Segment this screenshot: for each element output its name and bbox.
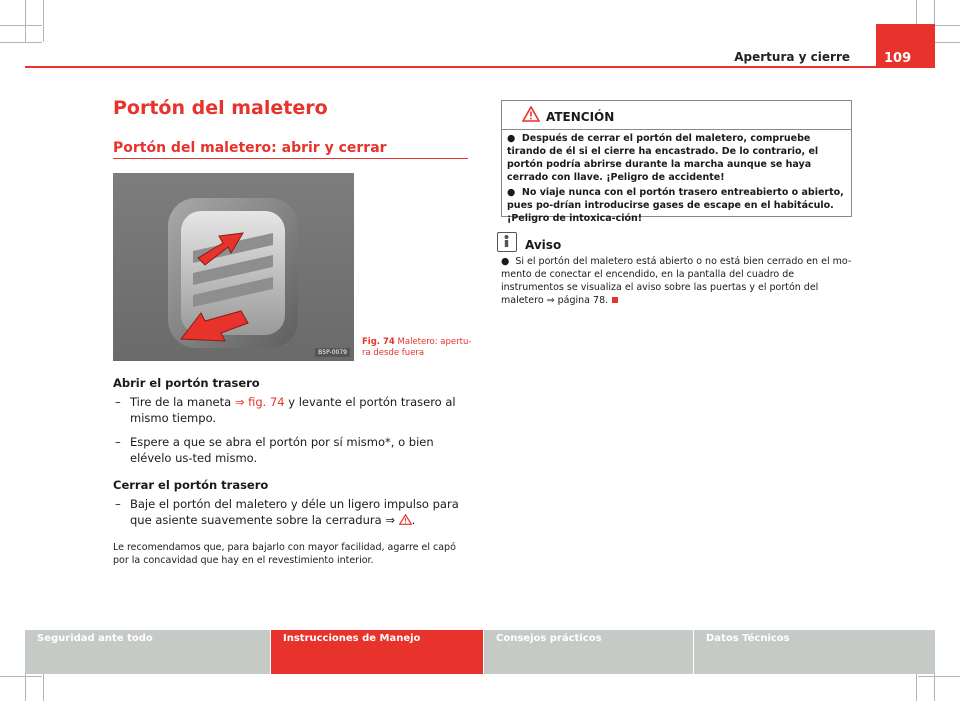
aviso-text: ● Si el portón del maletero está abierto o no está bien cerrado en el mo-mento de conectar el encendido, en la pantalla del cuadro de instrumentos se visualiza el aviso sobre las puertas y el portón del maletero ⇒ página 78. (501, 256, 852, 306)
list-item (113, 496, 470, 528)
warning-item-text: No viaje nunca con el portón trasero entreabierto o abierto, pues po-drían introducirse gases de escape en el habitáculo. ¡Peligro de intoxica-ción! (507, 187, 844, 224)
figure-caption-text: Maletero: apertu-ra desde fuera (362, 337, 472, 358)
step-text: y levante el portón trasero al mismo tiempo. (130, 395, 456, 425)
crop-mark (43, 0, 44, 42)
aviso-title: Aviso (525, 238, 562, 252)
page-number: 109 (876, 24, 935, 68)
subsection-rule (113, 158, 468, 159)
step-text: . (411, 513, 416, 527)
figure-caption (362, 337, 472, 359)
warning-item: ● Después de cerrar el portón del maletero, compruebe tirando de él si el cierre ha encastrado. De lo contrario, el portón podría abrirse durante la marcha aunque se haya cerrado con llave. ¡Peligro de accidente! (507, 133, 819, 183)
info-note-icon (497, 232, 517, 252)
warning-icon[interactable] (399, 514, 412, 525)
warning-item: ● No viaje nunca con el portón trasero entreabierto o abierto, pues po-drían introducirse gases de escape en el habitáculo. ¡Peligro de intoxica-ción! (507, 187, 844, 224)
warning-body (507, 132, 845, 227)
footer-tab-seguridad[interactable]: Seguridad ante todo (25, 630, 270, 674)
figure-link[interactable]: ⇒ fig. 74 (234, 395, 285, 409)
trunk-handle-illustration (113, 173, 354, 361)
list-dash: – (115, 435, 121, 449)
list-item (113, 434, 470, 466)
warning-header (502, 101, 851, 130)
warning-icon (522, 106, 540, 122)
trunk-handle-figure (113, 173, 354, 361)
note-text: Le recomendamos que, para bajarlo con mayor facilidad, agarre el capó por la concavidad que hay en el revestimiento interior. (113, 542, 456, 566)
running-header: Apertura y cierre (734, 50, 850, 64)
open-heading: Abrir el portón trasero (113, 376, 260, 390)
step-text: Espere a que se abra el portón por sí mismo*, o bien elévelo us-ted mismo. (130, 435, 434, 465)
crop-mark (25, 0, 26, 42)
footer-tab-instrucciones[interactable]: Instrucciones de Manejo (271, 630, 483, 674)
figure-label: Fig. 74 (362, 337, 395, 347)
aviso-body: Si el portón del maletero está abierto o no está bien cerrado en el mo-mento de conectar el encendido, en la pantalla del cuadro de instrumentos se visualiza el aviso sobre las puertas y el portón del maletero ⇒ página 78. (501, 256, 852, 306)
crop-mark (918, 676, 960, 677)
warning-box (501, 100, 852, 224)
crop-mark (0, 42, 42, 43)
crop-mark (0, 676, 42, 677)
figure-code: B5P-0079 (315, 348, 350, 357)
warning-item-text: Después de cerrar el portón del maletero, compruebe tirando de él si el cierre ha encastrado. De lo contrario, el portón podría abrirse durante la marcha aunque se haya cerrado con llave. ¡Peligro de accidente! (507, 133, 819, 183)
step-text: Tire de la maneta (130, 395, 235, 409)
close-heading: Cerrar el portón trasero (113, 478, 269, 492)
list-item (113, 394, 470, 426)
end-marker (612, 297, 618, 303)
section-title: Portón del maletero (113, 97, 328, 119)
step-text: Baje el portón del maletero y déle un ligero impulso para que asiente suavemente sobre la cerradura ⇒ (130, 497, 459, 527)
warning-title: ATENCIÓN (546, 110, 615, 124)
list-dash: – (115, 395, 121, 409)
subsection-title: Portón del maletero: abrir y cerrar (113, 140, 387, 156)
header-rule (25, 66, 935, 68)
crop-mark (0, 25, 42, 26)
footer-tab-datos[interactable]: Datos Técnicos (694, 630, 935, 674)
footer-tab-consejos[interactable]: Consejos prácticos (484, 630, 693, 674)
list-dash: – (115, 497, 121, 511)
